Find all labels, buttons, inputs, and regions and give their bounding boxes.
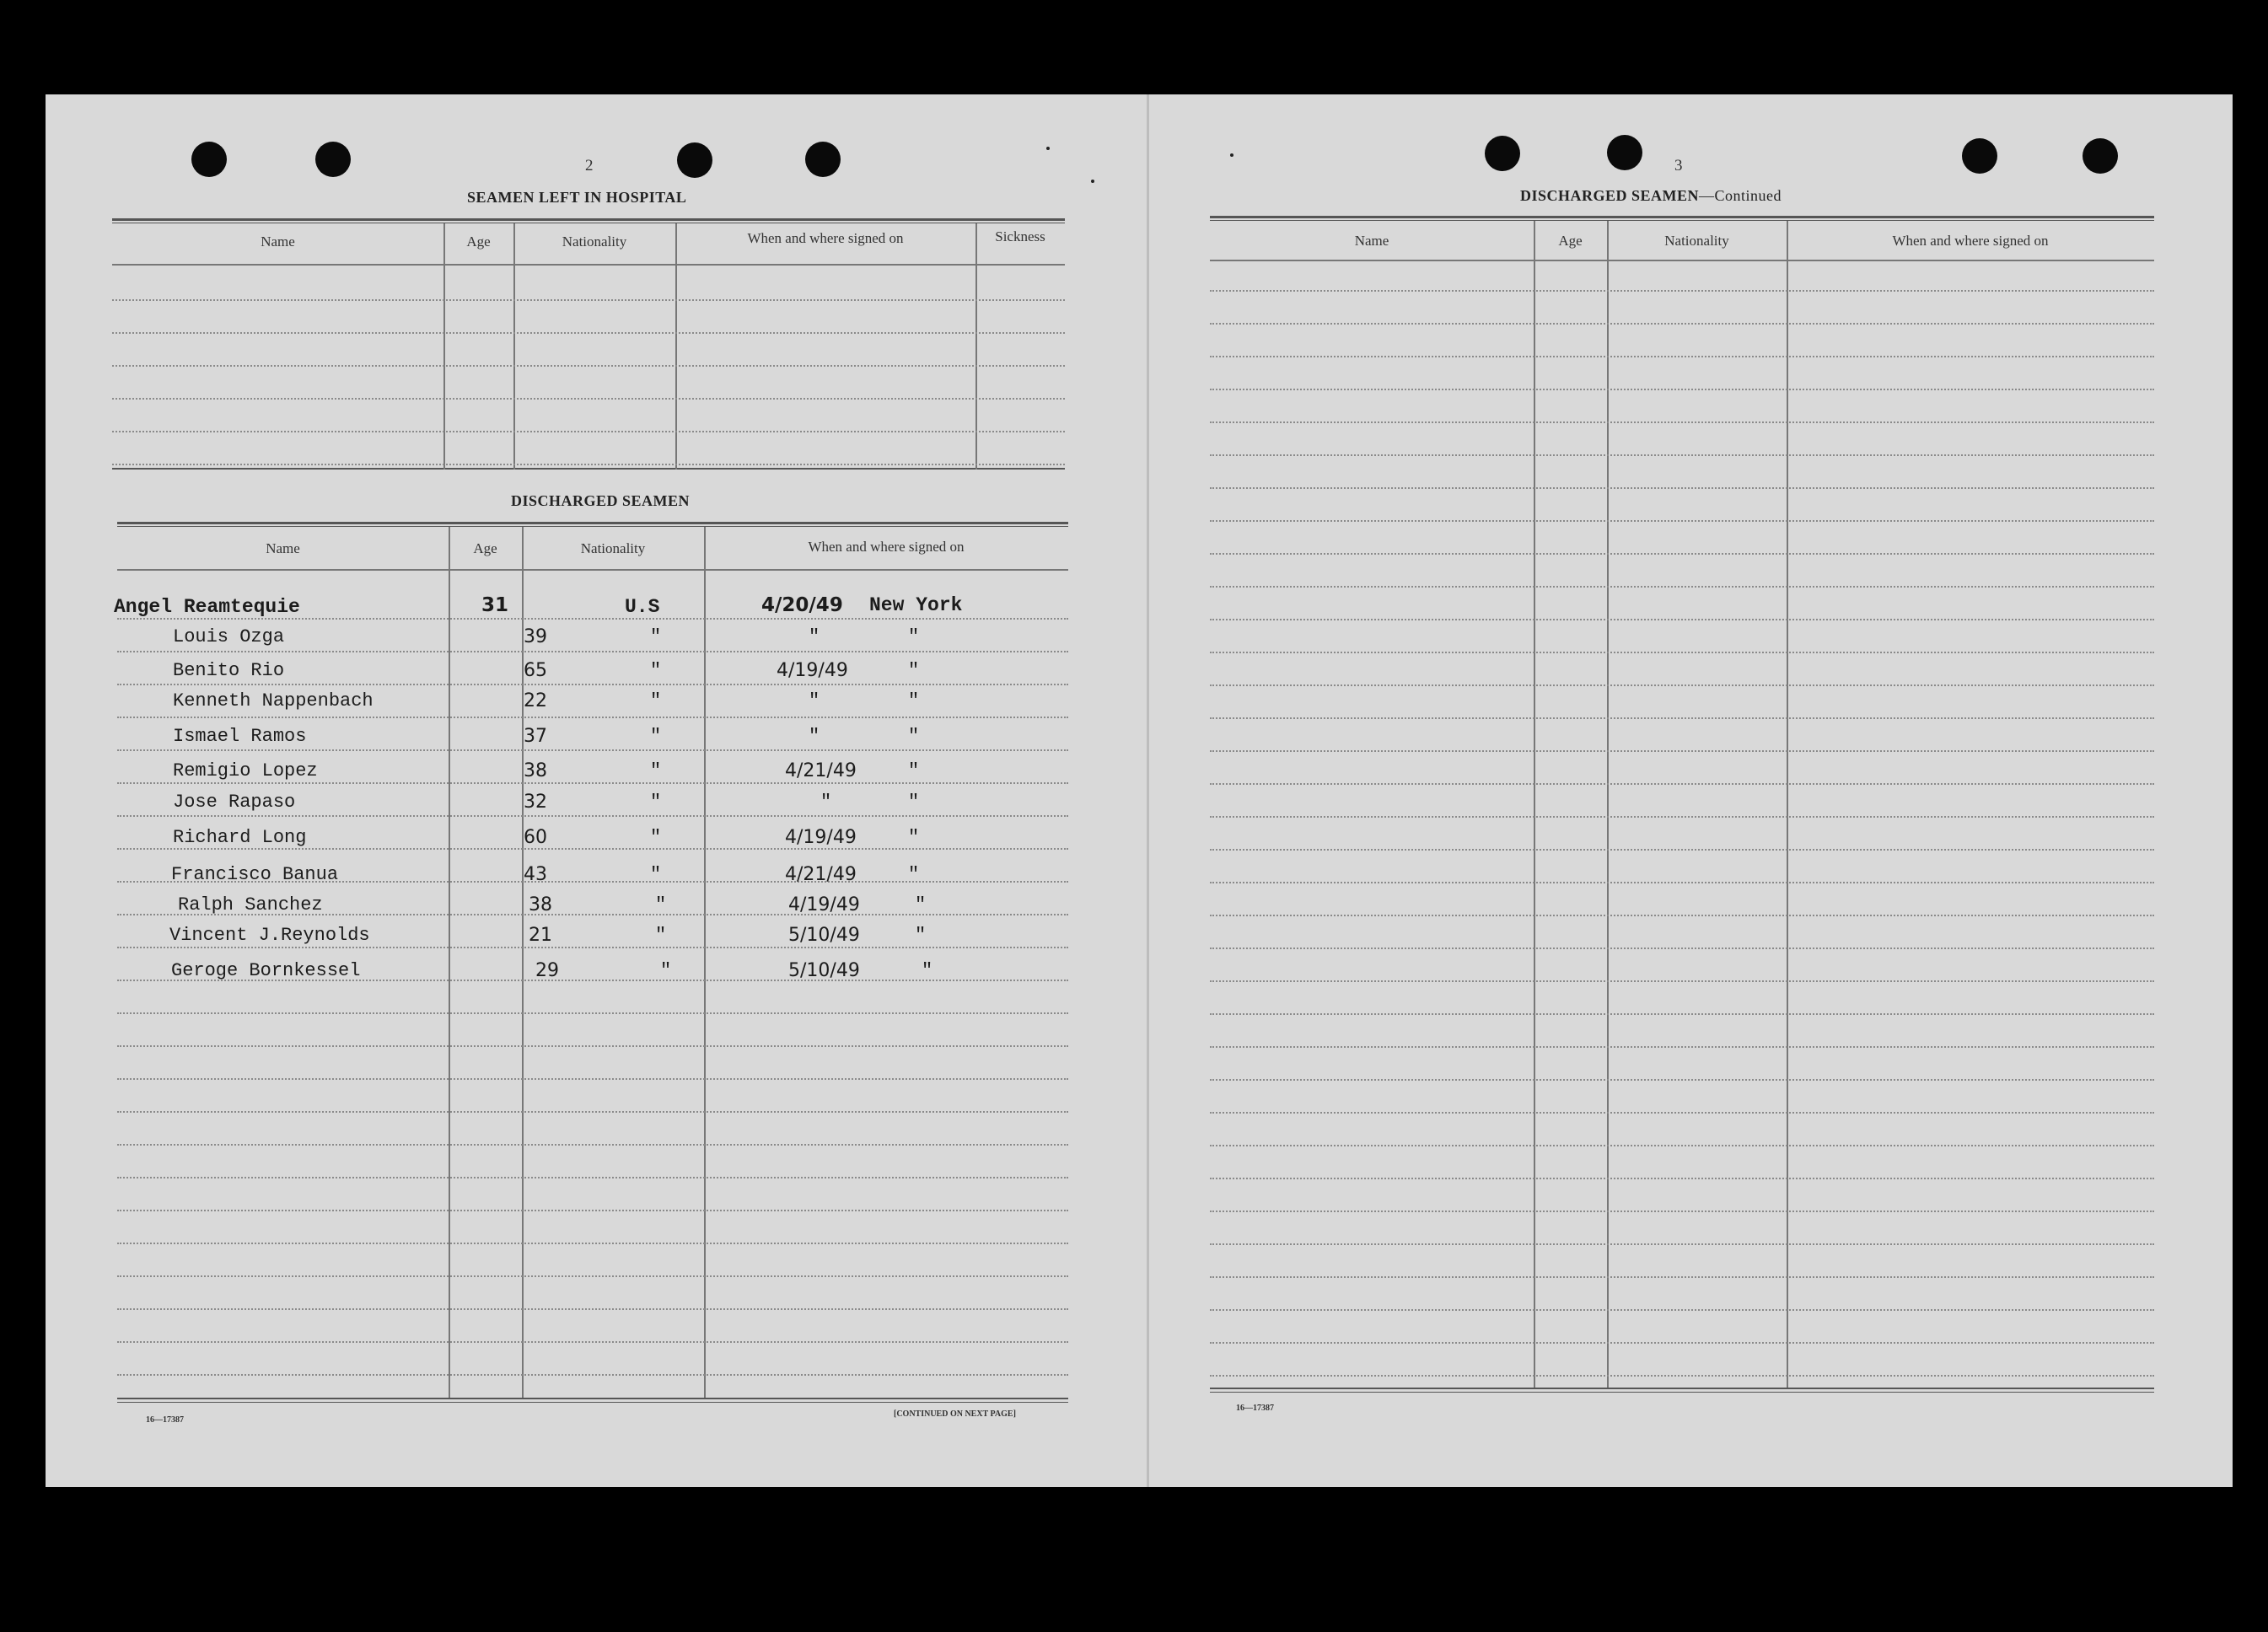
title-continued: —Continued	[1699, 187, 1782, 204]
ruled-line	[1210, 1046, 2154, 1048]
right-header-age: Age	[1558, 233, 1583, 249]
ruled-line	[117, 782, 1068, 784]
row-date: 4/19/49	[777, 660, 848, 681]
row-nationality: "	[650, 792, 662, 813]
ruled-line	[1210, 323, 2154, 325]
row-age: 29	[535, 960, 559, 981]
row-date: 4/21/49	[785, 864, 857, 885]
row-place: "	[908, 864, 920, 885]
ruled-line	[117, 1045, 1068, 1047]
ruled-line	[1210, 652, 2154, 653]
row-place: "	[908, 827, 920, 848]
ruled-line	[117, 1374, 1068, 1376]
ruled-line	[117, 651, 1068, 652]
ruled-line	[112, 431, 1065, 432]
row-nationality: "	[650, 626, 662, 647]
row-nationality: "	[650, 726, 662, 747]
row-date: "	[809, 726, 820, 747]
discharged-continued-table	[1210, 216, 2154, 1393]
speck	[1091, 180, 1094, 183]
row-date: 5/10/49	[788, 960, 860, 981]
row-age: 38	[524, 760, 547, 781]
hospital-header-sickness: Sickness	[995, 228, 1045, 244]
hospital-header-age: Age	[466, 234, 491, 250]
ruled-line	[1210, 619, 2154, 620]
row-nationality: "	[650, 660, 662, 681]
row-name: Jose Rapaso	[173, 792, 296, 813]
row-date: 4/19/49	[785, 827, 857, 848]
ruled-line	[117, 618, 1068, 620]
row-name: Richard Long	[173, 827, 307, 848]
row-age: 21	[529, 925, 552, 946]
row-date: 5/10/49	[788, 925, 860, 946]
row-place: "	[908, 726, 920, 747]
hospital-section-title: SEAMEN LEFT IN HOSPITAL	[467, 189, 687, 206]
punch-hole	[1485, 136, 1520, 171]
row-name: Geroge Bornkessel	[171, 960, 361, 981]
punch-hole	[677, 142, 712, 178]
row-nationality: "	[650, 760, 662, 781]
ruled-line	[117, 1210, 1068, 1211]
ruled-line	[1210, 586, 2154, 588]
ruled-line	[1210, 882, 2154, 883]
ruled-line	[1210, 1375, 2154, 1377]
row-age: 37	[524, 726, 547, 747]
row-nationality: "	[655, 925, 667, 946]
hospital-table	[112, 218, 1065, 470]
hospital-header-name: Name	[261, 234, 295, 250]
ruled-line	[117, 1078, 1068, 1080]
row-age: 43	[524, 864, 547, 885]
row-nationality: U.S	[625, 596, 660, 618]
row-date: 4/19/49	[788, 894, 860, 915]
ruled-line	[1210, 356, 2154, 357]
row-age: 31	[481, 594, 509, 616]
speck	[1230, 153, 1233, 157]
ruled-line	[1210, 421, 2154, 423]
row-name: Ismael Ramos	[173, 726, 307, 747]
row-nationality: "	[655, 894, 667, 915]
ruled-line	[1210, 487, 2154, 489]
ruled-line	[1210, 1145, 2154, 1146]
ruled-line	[117, 1308, 1068, 1310]
row-name: Francisco Banua	[171, 864, 339, 885]
row-date: "	[809, 626, 820, 647]
punch-hole	[315, 142, 351, 177]
ruled-line	[1210, 1013, 2154, 1015]
row-name: Angel Reamtequie	[114, 596, 300, 618]
ruled-line	[117, 848, 1068, 850]
speck	[1046, 147, 1050, 150]
ruled-line	[117, 717, 1068, 718]
ruled-line	[1210, 816, 2154, 818]
ruled-line	[117, 1275, 1068, 1277]
ruled-line	[117, 1177, 1068, 1178]
row-nationality: "	[650, 690, 662, 711]
ruled-line	[117, 1111, 1068, 1113]
row-place: "	[915, 925, 927, 946]
ruled-line	[117, 1012, 1068, 1014]
row-place: "	[922, 960, 933, 981]
row-place: "	[908, 760, 920, 781]
ruled-line	[1210, 1178, 2154, 1179]
ruled-line	[112, 464, 1065, 465]
row-age: 65	[524, 660, 547, 681]
punch-hole	[805, 142, 841, 177]
row-place: "	[908, 792, 920, 813]
row-place: "	[908, 690, 920, 711]
row-age: 39	[524, 626, 547, 647]
ruled-line	[1210, 520, 2154, 522]
ruled-line	[117, 815, 1068, 817]
hospital-header-signed-on: When and where signed on	[747, 230, 904, 246]
row-name: Benito Rio	[173, 660, 285, 681]
ruled-line	[1210, 1211, 2154, 1212]
row-name: Ralph Sanchez	[178, 894, 323, 915]
hospital-header-nationality: Nationality	[562, 234, 627, 250]
row-name: Vincent J.Reynolds	[169, 925, 370, 946]
ruled-line	[117, 749, 1068, 751]
ruled-line	[1210, 750, 2154, 752]
discharged-table	[114, 522, 1068, 1403]
punch-hole	[2083, 138, 2118, 174]
ruled-line	[117, 1243, 1068, 1244]
discharged-header-nationality: Nationality	[580, 540, 646, 556]
ruled-line	[1210, 1309, 2154, 1311]
row-name: Kenneth Nappenbach	[173, 690, 374, 711]
punch-hole	[191, 142, 227, 177]
ruled-line	[1210, 553, 2154, 555]
row-date: 4/21/49	[785, 760, 857, 781]
row-age: 22	[524, 690, 547, 711]
ruled-line	[117, 684, 1068, 685]
page-number-right: 3	[1674, 157, 1683, 174]
discharged-section-title: DISCHARGED SEAMEN	[511, 492, 691, 509]
discharged-header-signed-on: When and where signed on	[808, 539, 965, 555]
page-fold	[1147, 94, 1149, 1487]
document-sheet	[46, 94, 2233, 1487]
row-nationality: "	[660, 960, 672, 981]
row-nationality: "	[650, 827, 662, 848]
ruled-line	[1210, 1342, 2154, 1344]
punch-hole	[1962, 138, 1997, 174]
row-age: 32	[524, 792, 547, 813]
discharged-header-age: Age	[473, 540, 497, 556]
row-name: Remigio Lopez	[173, 760, 318, 781]
row-place: "	[908, 660, 920, 681]
ruled-line	[1210, 915, 2154, 916]
row-age: 38	[529, 894, 552, 915]
row-date: "	[820, 792, 832, 813]
right-header-signed-on: When and where signed on	[1892, 233, 2049, 249]
discharged-continued-title	[1520, 187, 1782, 205]
row-date: 4/20/49	[761, 594, 843, 616]
ruled-line	[117, 1341, 1068, 1343]
discharged-header-name: Name	[266, 540, 300, 556]
form-number-left: 16—17387	[146, 1415, 184, 1425]
ruled-line	[112, 299, 1065, 301]
row-place: "	[908, 626, 920, 647]
ruled-line	[112, 365, 1065, 367]
ruled-line	[1210, 684, 2154, 686]
punch-hole	[1607, 135, 1642, 170]
row-nationality: "	[650, 864, 662, 885]
ruled-line	[1210, 389, 2154, 390]
ruled-line	[1210, 849, 2154, 851]
ruled-line	[1210, 783, 2154, 785]
ruled-line	[112, 332, 1065, 334]
ruled-line	[1210, 1276, 2154, 1278]
ruled-line	[1210, 717, 2154, 719]
row-place: "	[915, 894, 927, 915]
ruled-line	[117, 947, 1068, 948]
form-number-right: 16—17387	[1236, 1404, 1274, 1413]
row-name: Louis Ozga	[173, 626, 285, 647]
ruled-line	[1210, 980, 2154, 982]
right-header-name: Name	[1354, 233, 1389, 249]
title-main: DISCHARGED SEAMEN	[1520, 187, 1700, 204]
row-date: "	[809, 690, 820, 711]
continued-note: [CONTINUED ON NEXT PAGE]	[894, 1409, 1016, 1419]
row-place: New York	[869, 594, 963, 616]
ruled-line	[1210, 948, 2154, 949]
ruled-line	[112, 398, 1065, 400]
ruled-line	[1210, 290, 2154, 292]
ruled-line	[1210, 1243, 2154, 1245]
right-header-nationality: Nationality	[1664, 233, 1729, 249]
ruled-line	[1210, 1079, 2154, 1081]
ruled-line	[1210, 1112, 2154, 1114]
ruled-line	[1210, 454, 2154, 456]
ruled-line	[117, 1144, 1068, 1146]
row-age: 60	[524, 827, 547, 848]
page-number-left: 2	[585, 157, 594, 174]
